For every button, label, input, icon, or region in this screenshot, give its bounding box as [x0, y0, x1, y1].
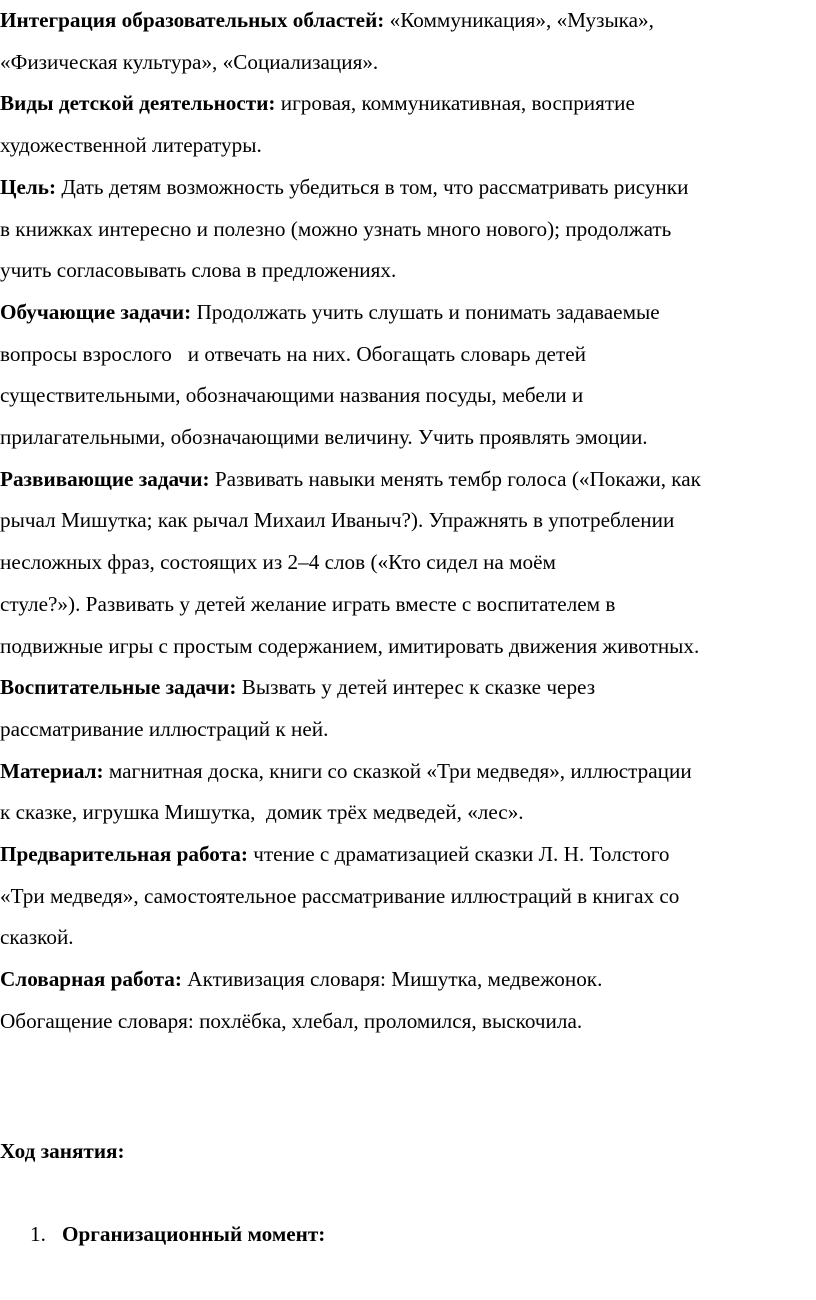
text-line — [0, 500, 816, 542]
paragraph-text: «Физическая культура», «Социализация». — [0, 49, 379, 74]
text-line — [0, 250, 816, 292]
text-line — [0, 876, 816, 918]
paragraph-text: чтение с драматизацией сказки Л. Н. Толстого — [247, 842, 670, 867]
text-line — [0, 959, 816, 1001]
list-item-number: 1. — [30, 1222, 46, 1246]
list-item — [30, 1214, 325, 1256]
paragraph-text: рассматривание иллюстраций к ней. — [0, 716, 329, 741]
paragraph-text: существительными, обозначающими названия посуды, мебели и — [0, 383, 584, 408]
text-line — [0, 0, 816, 42]
paragraph-text: Дать детям возможность убедиться в том, что рассматривать рисунки — [56, 174, 689, 199]
paragraph-label: Развивающие задачи: — [0, 466, 210, 491]
text-line — [0, 42, 816, 84]
paragraph-text: рычал Мишутка; как рычал Михаил Иваныч?). Упражнять в употреблении — [0, 508, 675, 533]
text-line — [0, 167, 816, 209]
paragraph-label: Предварительная работа: — [0, 842, 248, 867]
paragraph-label: Материал: — [0, 758, 104, 783]
text-line — [0, 667, 816, 709]
paragraph — [0, 751, 816, 834]
paragraph-label: Обучающие задачи: — [0, 299, 192, 324]
text-line — [0, 1001, 816, 1043]
text-line — [0, 417, 816, 459]
paragraph — [0, 667, 816, 750]
paragraph-text: вопросы взрослого и отвечать на них. Обогащать словарь детей — [0, 341, 586, 366]
paragraph-label: Воспитательные задачи: — [0, 675, 237, 700]
paragraph-text: к сказке, игрушка Мишутка, домик трёх медведей, «лес». — [0, 800, 524, 825]
paragraph — [0, 0, 816, 83]
paragraph-text: прилагательными, обозначающими величину. Учить проявлять эмоции. — [0, 425, 648, 450]
paragraph-text: Развивать навыки менять тембр голоса («Покажи, как — [209, 466, 701, 491]
text-line — [0, 334, 816, 376]
text-line — [0, 375, 816, 417]
paragraph-text: сказкой. — [0, 925, 74, 950]
paragraph-text: стуле?»). Развивать у детей желание играть вместе с воспитателем в — [0, 591, 616, 616]
text-line — [0, 83, 816, 125]
paragraph-text: Обогащение словаря: похлёбка, хлебал, проломился, выскочила. — [0, 1008, 583, 1033]
text-line — [0, 542, 816, 584]
paragraph-label: Цель: — [0, 174, 57, 199]
paragraph — [0, 834, 816, 959]
paragraph — [0, 83, 816, 166]
paragraph — [0, 292, 816, 459]
text-line — [0, 584, 816, 626]
section-heading: Ход занятия: — [0, 1139, 125, 1163]
text-line — [0, 209, 816, 251]
text-line — [0, 626, 816, 668]
paragraph — [0, 459, 816, 668]
text-line — [0, 709, 816, 751]
paragraph-label: Виды детской деятельности: — [0, 91, 276, 116]
list-item-text: Организационный момент: — [62, 1222, 326, 1246]
paragraph-text: художественной литературы. — [0, 133, 262, 158]
paragraph — [0, 959, 816, 1042]
text-line — [0, 292, 816, 334]
paragraph-label: Словарная работа: — [0, 967, 182, 992]
paragraph-text: несложных фраз, состоящих из 2–4 слов («Кто сидел на моём — [0, 550, 556, 575]
paragraph-text: «Коммуникация», «Музыка», — [384, 8, 654, 32]
text-line — [0, 125, 816, 167]
text-line — [0, 834, 816, 876]
text-line — [0, 792, 816, 834]
paragraph-label: Интеграция образовательных областей: — [0, 8, 385, 32]
text-line — [0, 459, 816, 501]
text-line — [0, 751, 816, 793]
text-line — [0, 917, 816, 959]
paragraph-text: Активизация словаря: Мишутка, медвежонок. — [181, 967, 603, 992]
paragraph-text: Продолжать учить слушать и понимать задаваемые — [191, 299, 660, 324]
paragraph-text: учить согласовывать слова в предложениях. — [0, 258, 397, 283]
paragraph-text: в книжках интересно и полезно (можно узнать много нового); продолжать — [0, 216, 672, 241]
paragraph — [0, 167, 816, 292]
paragraph-text: игровая, коммуникативная, восприятие — [275, 91, 635, 116]
paragraph-text: Вызвать у детей интерес к сказке через — [236, 675, 596, 700]
paragraph-text: «Три медведя», самостоятельное рассматривание иллюстраций в книгах со — [0, 883, 680, 908]
paragraph-text: магнитная доска, книги со сказкой «Три медведя», иллюстрации — [103, 758, 692, 783]
paragraph-text: подвижные игры с простым содержанием, имитировать движения животных. — [0, 633, 700, 658]
